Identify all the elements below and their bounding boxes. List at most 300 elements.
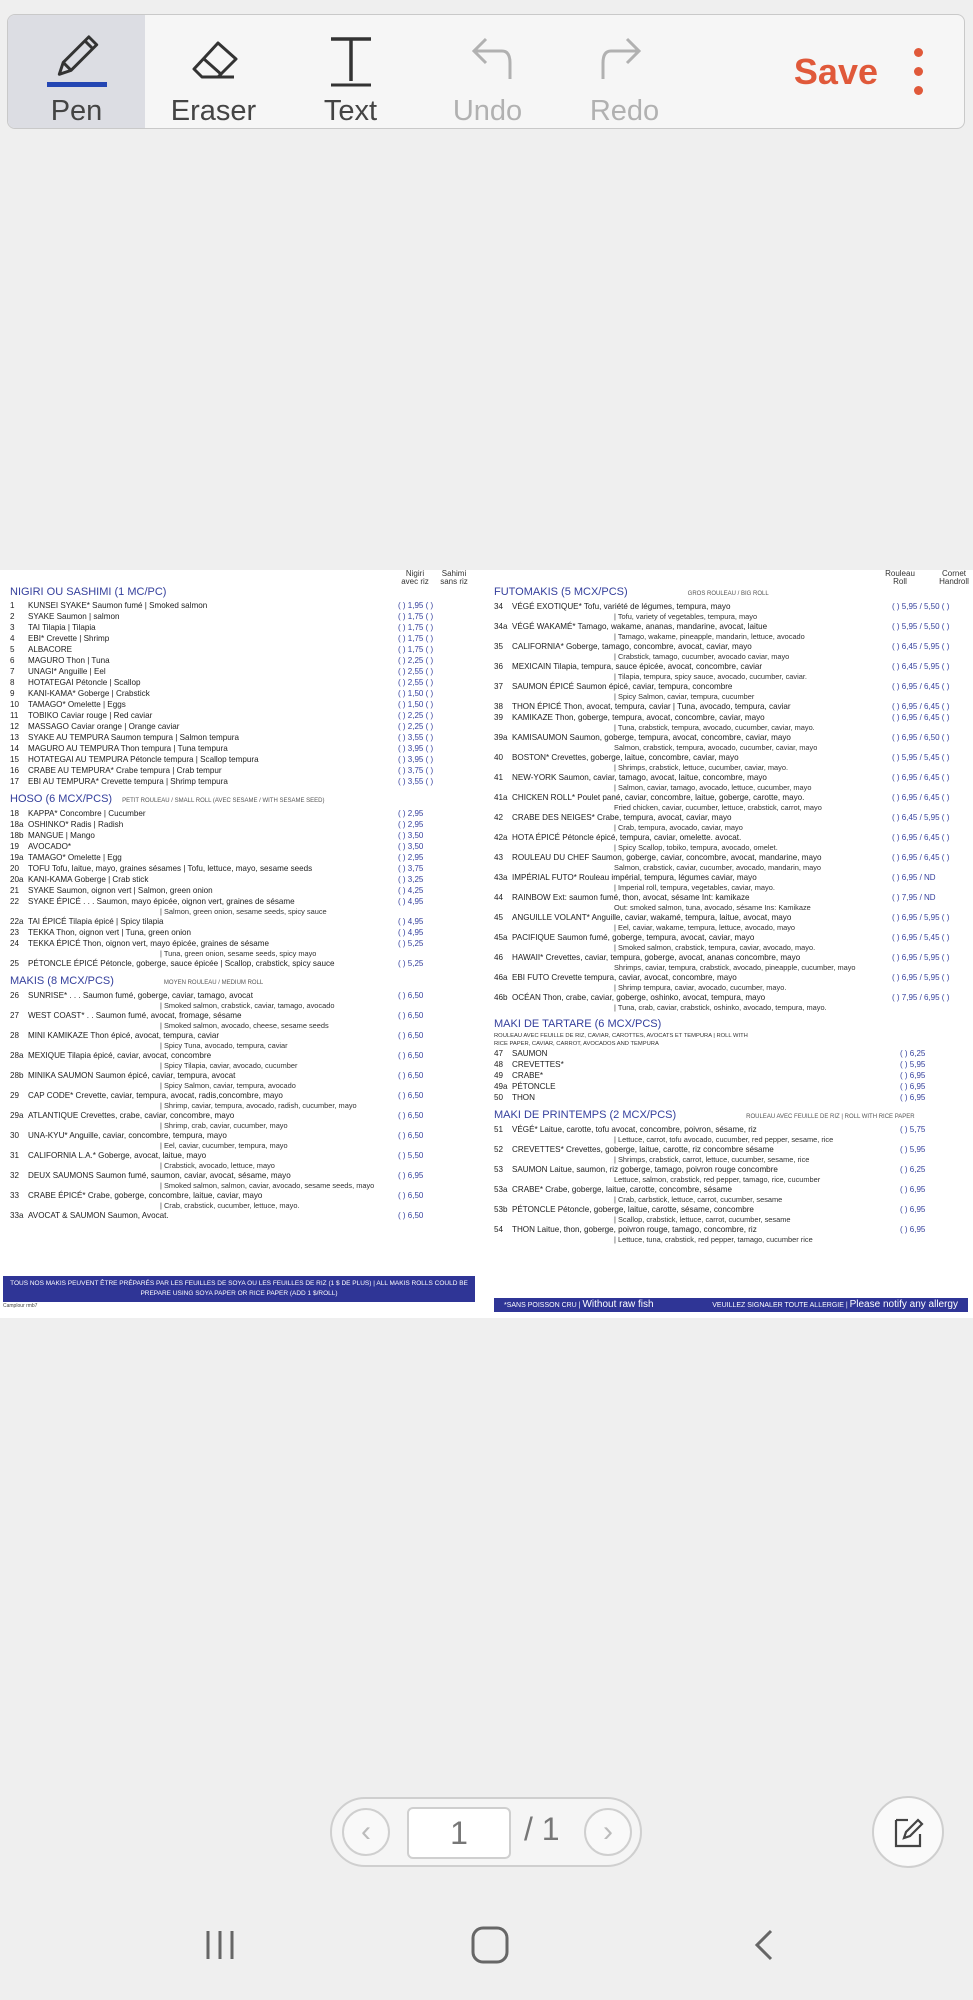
- menu-item-number: 25: [10, 959, 20, 968]
- section-title: [494, 586, 972, 599]
- menu-item-name: MAGURO Thon | Tuna: [28, 656, 110, 665]
- header-roll-col: Rouleau Roll: [885, 569, 915, 586]
- menu-item-row: [10, 916, 470, 927]
- menu-item-row: [10, 863, 470, 874]
- menu-item-description: | Tilapia, tempura, spicy sauce, avocado, cucumber, caviar.: [614, 672, 807, 681]
- menu-item-row: [494, 792, 972, 803]
- menu-item-name: NEW-YORK Saumon, caviar, tamago, avocat, laitue, concombre, mayo: [512, 773, 767, 782]
- menu-item-name: CRABE ÉPICÉ* Crabe, goberge, concombre, laitue, caviar, mayo: [28, 1191, 263, 1200]
- back-button[interactable]: [725, 1910, 805, 1980]
- menu-item-description: Salmon, crabstick, tempura, avocado, cucumber, caviar, mayo: [614, 743, 818, 752]
- menu-item-row: [494, 972, 972, 983]
- back-icon: [745, 1925, 785, 1965]
- menu-item-number: 22: [10, 897, 20, 906]
- text-icon: [319, 29, 383, 89]
- menu-item-row: [494, 641, 972, 652]
- menu-item-name: TAMAGO* Omelette | Egg: [28, 853, 122, 862]
- edit-pdf-button[interactable]: [872, 1796, 944, 1868]
- menu-item-name: SYAKE ÉPICÉ . . . Saumon, mayo épicée, oignon vert, graines de sésame: [28, 897, 295, 906]
- menu-item-number: 18b: [10, 831, 24, 840]
- menu-item-name: CHICKEN ROLL* Poulet pané, caviar, concombre, laitue, goberge, carotte, mayo.: [512, 793, 805, 802]
- menu-item-price: ( ) 5,95: [900, 1145, 926, 1154]
- menu-item-number: 12: [10, 722, 20, 731]
- menu-item-name: ALBACORE: [28, 645, 73, 654]
- menu-item-price: ( ) 6,95: [900, 1093, 926, 1102]
- menu-item-price: ( ) 6,95: [900, 1205, 926, 1214]
- menu-item-row: [494, 1081, 972, 1092]
- eraser-label: Eraser: [170, 95, 257, 127]
- menu-item-description: | Salmon, caviar, tamago, avocado, lettuce, cucumber, mayo: [614, 783, 812, 792]
- menu-item-number: 24: [10, 939, 20, 948]
- menu-item-number: 43a: [494, 873, 508, 882]
- menu-item-row: [10, 808, 470, 819]
- menu-item-name: CRABE*: [512, 1071, 544, 1080]
- more-options-button[interactable]: [914, 48, 924, 95]
- recent-apps-button[interactable]: [180, 1910, 260, 1980]
- menu-item-number: 29: [10, 1091, 20, 1100]
- menu-item-name: CREVETTES* Crevettes, goberge, laitue, carotte, riz concombre sésame: [512, 1145, 774, 1154]
- makis-list: [10, 990, 470, 1221]
- menu-item-name: PÉTONCLE Pétoncle, goberge, laitue, carotte, sésame, concombre: [512, 1205, 754, 1214]
- menu-item-name: EBI* Crevette | Shrimp: [28, 634, 110, 643]
- left-column: [10, 580, 470, 1221]
- menu-item-name: ROULEAU DU CHEF Saumon, goberge, caviar, concombre, avocat, mandarine, mayo: [512, 853, 822, 862]
- menu-item-name: TAMAGO* Omelette | Eggs: [28, 700, 126, 709]
- section-hoso-title: HOSO (6 MCX/PCS): [10, 793, 113, 805]
- menu-item-description: | Smoked salmon, crabstick, tempura, caviar, avocado, mayo.: [614, 943, 816, 952]
- menu-item-row: [10, 874, 470, 885]
- menu-item-row: [494, 681, 972, 692]
- menu-item-name: UNAGI* Anguille | Eel: [28, 667, 106, 676]
- menu-item-name: THON: [512, 1093, 535, 1102]
- menu-item-number: 17: [10, 777, 20, 786]
- menu-item-description: | Shrimps, crabstick, lettuce, cucumber, caviar, mayo.: [614, 763, 789, 772]
- menu-item-description: | Tofu, variety of vegetables, tempura, mayo: [614, 612, 758, 621]
- section-title: [10, 793, 470, 806]
- menu-item-price: ( ) 6,95 / 6,45 ( ): [892, 682, 950, 691]
- menu-item-price: ( ) 3,75 ( ): [398, 766, 434, 775]
- menu-item-number: 2: [10, 612, 15, 621]
- chevron-right-icon: ›: [603, 1815, 613, 1848]
- menu-item-price: ( ) 3,95 ( ): [398, 755, 434, 764]
- undo-label: Undo: [452, 95, 523, 127]
- menu-item-price: ( ) 6,25: [900, 1165, 926, 1174]
- pen-active-indicator: [47, 82, 107, 87]
- menu-item-price: ( ) 3,95 ( ): [398, 744, 434, 753]
- menu-item-price: ( ) 1,50 ( ): [398, 700, 434, 709]
- menu-item-description: | Spicy Salmon, caviar, tempura, cucumber: [614, 692, 755, 701]
- menu-item-number: 28: [10, 1031, 20, 1040]
- menu-item-name: AVOCAT & SAUMON Saumon, Avocat.: [28, 1211, 169, 1220]
- menu-item-row: [10, 677, 470, 688]
- section-title: [10, 975, 470, 988]
- menu-item-name: MEXIQUE Tilapia épicé, caviar, avocat, concombre: [28, 1051, 212, 1060]
- footer-allergy-text: [712, 1300, 958, 1311]
- menu-item-name: OCÉAN Thon, crabe, caviar, goberge, oshinko, avocat, tempura, mayo: [512, 993, 766, 1002]
- menu-item-price: ( ) 3,50: [398, 842, 424, 851]
- menu-item-row: [494, 1124, 972, 1135]
- menu-item-row: [10, 600, 470, 611]
- menu-item-number: 7: [10, 667, 15, 676]
- menu-item-price: ( ) 1,50 ( ): [398, 689, 434, 698]
- menu-item-row: [10, 852, 470, 863]
- previous-page-button[interactable]: [342, 1808, 390, 1856]
- menu-item-row: [10, 1130, 470, 1141]
- menu-item-price: ( ) 6,95 / 6,45 ( ): [892, 833, 950, 842]
- menu-item-name: BOSTON* Crevettes, goberge, laitue, concombre, caviar, mayo: [512, 753, 739, 762]
- document-page[interactable]: [0, 570, 973, 1318]
- menu-item-description: | Imperial roll, tempura, vegetables, caviar, mayo.: [614, 883, 775, 892]
- menu-item-description: | Spicy Scallop, tobiko, tempura, avocado, omelet.: [614, 843, 778, 852]
- menu-item-row: [10, 644, 470, 655]
- menu-item-name: KANI-KAMA Goberge | Crab stick: [28, 875, 149, 884]
- menu-item-price: ( ) 6,95 / ND: [892, 873, 936, 882]
- header-handroll-col: Cornet Handroll: [939, 569, 969, 586]
- menu-item-number: 33: [10, 1191, 20, 1200]
- menu-item-row: [10, 655, 470, 666]
- menu-item-number: 3: [10, 623, 15, 632]
- menu-item-row: [10, 732, 470, 743]
- menu-item-row: [10, 819, 470, 830]
- menu-item-price: ( ) 6,50: [398, 991, 424, 1000]
- menu-item-price: ( ) 6,50: [398, 1051, 424, 1060]
- menu-item-row: [10, 1170, 470, 1181]
- menu-item-row: [494, 712, 972, 723]
- menu-item-description: | Eel, caviar, wakame, tempura, lettuce, avocado, mayo: [614, 923, 796, 932]
- next-page-button[interactable]: [584, 1808, 632, 1856]
- menu-item-price: ( ) 5,25: [398, 939, 424, 948]
- menu-item-name: MASSAGO Caviar orange | Orange caviar: [28, 722, 180, 731]
- menu-item-row: [494, 1048, 972, 1059]
- menu-item-row: [10, 1090, 470, 1101]
- menu-item-number: 45: [494, 913, 504, 922]
- menu-item-description: Shrimps, caviar, tempura, crabstick, avocado, pineapple, cucumber, mayo: [614, 963, 856, 972]
- undo-button[interactable]: [419, 15, 556, 128]
- menu-item-number: 41a: [494, 793, 508, 802]
- menu-item-row: [494, 932, 972, 943]
- menu-item-name: OSHINKO* Radis | Radish: [28, 820, 124, 829]
- menu-item-name: CALIFORNIA L.A.* Goberge, avocat, laitue, mayo: [28, 1151, 207, 1160]
- menu-item-name: KANI-KAMA* Goberge | Crabstick: [28, 689, 150, 698]
- menu-item-number: 34a: [494, 622, 508, 631]
- menu-item-description: | Shrimps, crabstick, carrot, lettuce, cucumber, sesame, rice: [614, 1155, 810, 1164]
- menu-item-row: [10, 841, 470, 852]
- menu-item-description: | Tuna, crabstick, tempura, avocado, cucumber, caviar, mayo.: [614, 723, 815, 732]
- menu-item-number: 44: [494, 893, 504, 902]
- menu-item-price: ( ) 3,55 ( ): [398, 777, 434, 786]
- header-nigiri-col: Nigiri avec riz: [401, 569, 429, 586]
- menu-item-number: 8: [10, 678, 15, 687]
- menu-item-number: 18a: [10, 820, 24, 829]
- menu-item-price: ( ) 6,50: [398, 1091, 424, 1100]
- menu-item-row: [10, 1210, 470, 1221]
- menu-item-name: TAI ÉPICÉ Tilapia épicé | Spicy tilapia: [28, 917, 164, 926]
- menu-item-number: 42: [494, 813, 504, 822]
- menu-item-name: SAUMON Laitue, saumon, riz goberge, tamago, poivron rouge concombre: [512, 1165, 778, 1174]
- menu-item-number: 10: [10, 700, 20, 709]
- menu-item-number: 37: [494, 682, 504, 691]
- menu-item-price: ( ) 6,95: [900, 1225, 926, 1234]
- menu-item-row: [10, 666, 470, 677]
- menu-item-price: ( ) 4,95: [398, 897, 424, 906]
- section-title: [494, 1018, 972, 1030]
- home-button[interactable]: [450, 1910, 530, 1980]
- menu-item-number: 9: [10, 689, 15, 698]
- menu-item-price: ( ) 1,75 ( ): [398, 612, 434, 621]
- menu-item-number: 20: [10, 864, 20, 873]
- menu-item-name: MEXICAIN Tilapia, tempura, sauce épicée, avocat, concombre, caviar: [512, 662, 763, 671]
- menu-item-row: [10, 633, 470, 644]
- menu-item-price: ( ) 1,75 ( ): [398, 634, 434, 643]
- page-navigator: [330, 1797, 642, 1867]
- section-tartare-title: MAKI DE TARTARE (6 MCX/PCS): [494, 1018, 662, 1030]
- menu-item-row: [494, 992, 972, 1003]
- menu-item-number: 18: [10, 809, 20, 818]
- menu-item-name: HAWAII* Crevettes, caviar, tempura, goberge, avocat, ananas concombre, mayo: [512, 953, 801, 962]
- menu-item-number: 27: [10, 1011, 20, 1020]
- menu-item-description: | Spicy Tilapia, caviar, avocado, cucumber: [160, 1061, 298, 1070]
- menu-item-row: [494, 732, 972, 743]
- menu-item-row: [10, 710, 470, 721]
- eraser-tool-button[interactable]: [145, 15, 282, 128]
- menu-item-row: [494, 852, 972, 863]
- menu-item-number: 47: [494, 1049, 504, 1058]
- menu-item-name: MAGURO AU TEMPURA Thon tempura | Tuna tempura: [28, 744, 228, 753]
- menu-item-price: ( ) 6,45 / 5,95 ( ): [892, 662, 950, 671]
- section-printemps-title: MAKI DE PRINTEMPS (2 MCX/PCS): [494, 1109, 677, 1121]
- menu-item-row: [10, 699, 470, 710]
- menu-item-number: 16: [10, 766, 20, 775]
- hoso-list: [10, 808, 470, 969]
- menu-item-name: CALIFORNIA* Goberge, tamago, concombre, avocat, caviar, mayo: [512, 642, 752, 651]
- menu-item-row: [10, 765, 470, 776]
- menu-item-number: 35: [494, 642, 504, 651]
- menu-item-number: 54: [494, 1225, 504, 1234]
- menu-item-number: 19a: [10, 853, 24, 862]
- menu-item-name: TAI Tilapia | Tilapia: [28, 623, 96, 632]
- menu-item-name: VÉGÉ WAKAMÉ* Tamago, wakame, ananas, mandarine, avocat, laitue: [512, 622, 768, 631]
- menu-item-price: ( ) 1,75 ( ): [398, 623, 434, 632]
- menu-item-price: ( ) 4,25: [398, 886, 424, 895]
- menu-item-number: 39: [494, 713, 504, 722]
- menu-item-price: ( ) 6,50: [398, 1011, 424, 1020]
- menu-item-number: 46: [494, 953, 504, 962]
- menu-item-row: [10, 927, 470, 938]
- more-dot-icon: [914, 67, 923, 76]
- menu-item-price: ( ) 3,50: [398, 831, 424, 840]
- menu-item-name: DEUX SAUMONS Saumon fumé, saumon, caviar, avocat, sésame, mayo: [28, 1171, 291, 1180]
- menu-item-row: [10, 743, 470, 754]
- menu-item-description: | Tuna, green onion, sesame seeds, spicy mayo: [160, 949, 317, 958]
- menu-item-name: IMPÉRIAL FUTO* Rouleau impérial, tempura, légumes caviar, mayo: [512, 873, 757, 882]
- futo-list: [494, 601, 972, 1012]
- menu-item-description: | Smoked salmon, salmon, caviar, avocado, sesame seeds, mayo: [160, 1181, 375, 1190]
- redo-button[interactable]: [556, 15, 693, 128]
- menu-item-name: SYAKE Saumon | salmon: [28, 612, 120, 621]
- menu-item-name: WEST COAST* . . Saumon fumé, avocat, fromage, sésame: [28, 1011, 242, 1020]
- menu-item-number: 30: [10, 1131, 20, 1140]
- chevron-left-icon: ‹: [361, 1815, 371, 1848]
- menu-item-description: | Smoked salmon, avocado, cheese, sesame seeds: [160, 1021, 329, 1030]
- menu-item-description: | Tamago, wakame, pineapple, mandarin, lettuce, avocado: [614, 632, 805, 641]
- page-number-input[interactable]: 1: [407, 1807, 511, 1859]
- section-title: [10, 586, 470, 598]
- menu-item-price: ( ) 3,55 ( ): [398, 733, 434, 742]
- menu-item-price: ( ) 7,95 / ND: [892, 893, 936, 902]
- menu-item-row: [494, 892, 972, 903]
- menu-item-number: 33a: [10, 1211, 24, 1220]
- printemps-list: [494, 1124, 972, 1244]
- menu-item-name: CRABE* Crabe, goberge, laitue, carotte, concombre, sésame: [512, 1185, 732, 1194]
- menu-item-row: [10, 938, 470, 949]
- menu-item-price: ( ) 2,25 ( ): [398, 722, 434, 731]
- menu-item-price: ( ) 2,25 ( ): [398, 711, 434, 720]
- menu-item-price: ( ) 1,95 ( ): [398, 601, 434, 610]
- menu-item-row: [10, 830, 470, 841]
- header-sashimi-col: Sahimi sans riz: [440, 569, 468, 586]
- more-dot-icon: [914, 48, 923, 57]
- menu-item-description: | Shrimp, caviar, tempura, avocado, radish, cucumber, mayo: [160, 1101, 357, 1110]
- menu-item-number: 53b: [494, 1205, 508, 1214]
- menu-item-name: PÉTONCLE: [512, 1082, 556, 1091]
- menu-item-name: TOBIKO Caviar rouge | Red caviar: [28, 711, 153, 720]
- text-tool-button[interactable]: [282, 15, 419, 128]
- menu-item-row: [494, 832, 972, 843]
- menu-item-row: [10, 1110, 470, 1121]
- footer-makis-note: TOUS NOS MAKIS PEUVENT ÊTRE PRÉPARÉS PAR LES FEUILLES DE SOYA OU LES FEUILLES DE RIZ (1 $ DE PLUS) | ALL MAKIS ROLLS COULD BE PREPARE USING SOYA PAPER OR RICE PAPER (ADD 1 $/ROLL): [3, 1276, 475, 1302]
- menu-item-description: | Crab, carbstick, lettuce, carrot, cucumber, sesame: [614, 1195, 783, 1204]
- pen-icon: [45, 29, 109, 88]
- menu-item-price: ( ) 6,50: [398, 1191, 424, 1200]
- menu-item-number: 22a: [10, 917, 24, 926]
- menu-item-description: | Lettuce, tuna, crabstick, red pepper, tamago, cucumber rice: [614, 1235, 813, 1244]
- pen-tool-button[interactable]: [8, 15, 145, 128]
- menu-item-row: [494, 1184, 972, 1195]
- menu-item-description: | Spicy Salmon, caviar, tempura, avocado: [160, 1081, 296, 1090]
- redo-icon: [593, 29, 657, 89]
- menu-item-row: [10, 958, 470, 969]
- menu-item-price: ( ) 2,95: [398, 853, 424, 862]
- menu-item-row: [494, 661, 972, 672]
- text-label: Text: [323, 95, 378, 127]
- menu-item-number: 5: [10, 645, 15, 654]
- menu-item-name: TEKKA Thon, oignon vert | Tuna, green onion: [28, 928, 192, 937]
- menu-item-price: ( ) 1,75 ( ): [398, 645, 434, 654]
- menu-item-name: HOTATEGAI Pétoncle | Scallop: [28, 678, 141, 687]
- menu-item-row: [494, 752, 972, 763]
- pen-label: Pen: [50, 95, 103, 127]
- menu-item-number: 48: [494, 1060, 504, 1069]
- menu-item-number: 52: [494, 1145, 504, 1154]
- menu-item-number: 14: [10, 744, 20, 753]
- edit-document-icon: [888, 1812, 928, 1852]
- menu-item-name: CRABE DES NEIGES* Crabe, tempura, avocat, caviar, mayo: [512, 813, 732, 822]
- redo-label: Redo: [589, 95, 660, 127]
- menu-item-description: Out: smoked salmon, tuna, avocado, sésame Ins: Kamikaze: [614, 903, 811, 912]
- menu-item-number: 36: [494, 662, 504, 671]
- menu-item-number: 41: [494, 773, 504, 782]
- footer-raw-fish-note: [504, 1300, 654, 1311]
- menu-item-price: ( ) 6,95: [900, 1071, 926, 1080]
- menu-item-name: CREVETTES*: [512, 1060, 564, 1069]
- menu-item-price: ( ) 6,50: [398, 1031, 424, 1040]
- menu-item-description: | Spicy Tuna, avocado, tempura, caviar: [160, 1041, 288, 1050]
- menu-item-number: 40: [494, 753, 504, 762]
- section-printemps-sub: ROULEAU AVEC FEUILLE DE RIZ | ROLL WITH RICE PAPER: [746, 1114, 915, 1120]
- menu-item-name: MINI KAMIKAZE Thon épicé, avocat, tempura, caviar: [28, 1031, 220, 1040]
- menu-item-name: MANGUE | Mango: [28, 831, 95, 840]
- menu-item-description: | Crab, tempura, avocado, caviar, mayo: [614, 823, 743, 832]
- menu-item-row: [494, 772, 972, 783]
- menu-item-number: 45a: [494, 933, 508, 942]
- menu-item-price: ( ) 5,95 / 5,45 ( ): [892, 753, 950, 762]
- menu-item-name: MINIKA SAUMON Saumon épicé, caviar, tempura, avocat: [28, 1071, 236, 1080]
- section-title: [494, 1109, 972, 1122]
- menu-item-price: ( ) 6,50: [398, 1071, 424, 1080]
- menu-item-price: ( ) 2,25 ( ): [398, 656, 434, 665]
- menu-item-number: 29a: [10, 1111, 24, 1120]
- menu-item-price: ( ) 6,95 / 5,95 ( ): [892, 953, 950, 962]
- menu-item-description: Fried chicken, caviar, cucumber, lettuce, crabstick, carrot, mayo: [614, 803, 822, 812]
- menu-item-price: ( ) 6,95 / 6,50 ( ): [892, 733, 950, 742]
- toolbar: [7, 14, 965, 129]
- menu-item-row: [10, 1050, 470, 1061]
- menu-item-description: Salmon, crabstick, caviar, cucumber, avocado, mandarin, mayo: [614, 863, 822, 872]
- menu-item-name: TEKKA ÉPICÉ Thon, oignon vert, mayo épicée, graines de sésame: [28, 939, 269, 948]
- menu-item-name: EBI AU TEMPURA* Crevette tempura | Shrimp tempura: [28, 777, 228, 786]
- menu-item-name: CAP CODE* Crevette, caviar, tempura, avocat, radis,concombre, mayo: [28, 1091, 283, 1100]
- page-total: / 1: [524, 1811, 560, 1847]
- footer-raw-fish-fr: *SANS POISSON CRU |: [504, 1301, 583, 1309]
- menu-item-number: 26: [10, 991, 20, 1000]
- menu-item-description: | Shrimp tempura, caviar, avocado, cucumber, mayo.: [614, 983, 787, 992]
- menu-item-name: KAPPA* Concombre | Cucumber: [28, 809, 146, 818]
- menu-item-name: SAUMON: [512, 1049, 548, 1058]
- section-futo-title: FUTOMAKIS (5 MCX/PCS): [494, 586, 628, 598]
- menu-item-number: 21: [10, 886, 20, 895]
- menu-item-number: 32: [10, 1171, 20, 1180]
- menu-item-name: SUNRISE* . . . Saumon fumé, goberge, caviar, tamago, avocat: [28, 991, 253, 1000]
- footer-allergy-fr: VEUILLEZ SIGNALER TOUTE ALLERGIE |: [712, 1301, 850, 1309]
- menu-item-price: ( ) 3,75: [398, 864, 424, 873]
- menu-item-name: ATLANTIQUE Crevettes, crabe, caviar, concombre, mayo: [28, 1111, 235, 1120]
- menu-item-row: [494, 1070, 972, 1081]
- undo-icon: [456, 29, 520, 89]
- menu-item-price: ( ) 5,50: [398, 1151, 424, 1160]
- menu-item-name: KAMISAUMON Saumon, goberge, tempura, avocat, concombre, caviar, mayo: [512, 733, 791, 742]
- menu-item-name: KUNSEI SYAKE* Saumon fumé | Smoked salmon: [28, 601, 208, 610]
- menu-item-row: [494, 1224, 972, 1235]
- menu-item-name: ANGUILLE VOLANT* Anguille, caviar, wakamé, tempura, laitue, avocat, mayo: [512, 913, 792, 922]
- more-dot-icon: [914, 86, 923, 95]
- menu-item-price: ( ) 3,25: [398, 875, 424, 884]
- menu-item-description: | Salmon, green onion, sesame seeds, spicy sauce: [160, 907, 327, 916]
- menu-item-name: AVOCADO*: [28, 842, 72, 851]
- menu-item-row: [10, 885, 470, 896]
- menu-item-price: ( ) 5,95 / 5,50 ( ): [892, 622, 950, 631]
- tartare-list: [494, 1048, 972, 1103]
- menu-item-description: | Lettuce, carrot, tofu avocado, cucumber, red pepper, sesame, rice: [614, 1135, 834, 1144]
- menu-item-row: [494, 621, 972, 632]
- menu-item-row: [494, 952, 972, 963]
- menu-item-name: HOTATEGAI AU TEMPURA Pétoncle tempura | Scallop tempura: [28, 755, 259, 764]
- menu-item-description: Lettuce, salmon, crabstick, red pepper, tamago, rice, cucumber: [614, 1175, 821, 1184]
- menu-item-row: [494, 1164, 972, 1175]
- save-button[interactable]: Save: [793, 50, 878, 92]
- menu-item-row: [10, 990, 470, 1001]
- menu-item-row: [494, 601, 972, 612]
- menu-item-number: 11: [10, 711, 19, 720]
